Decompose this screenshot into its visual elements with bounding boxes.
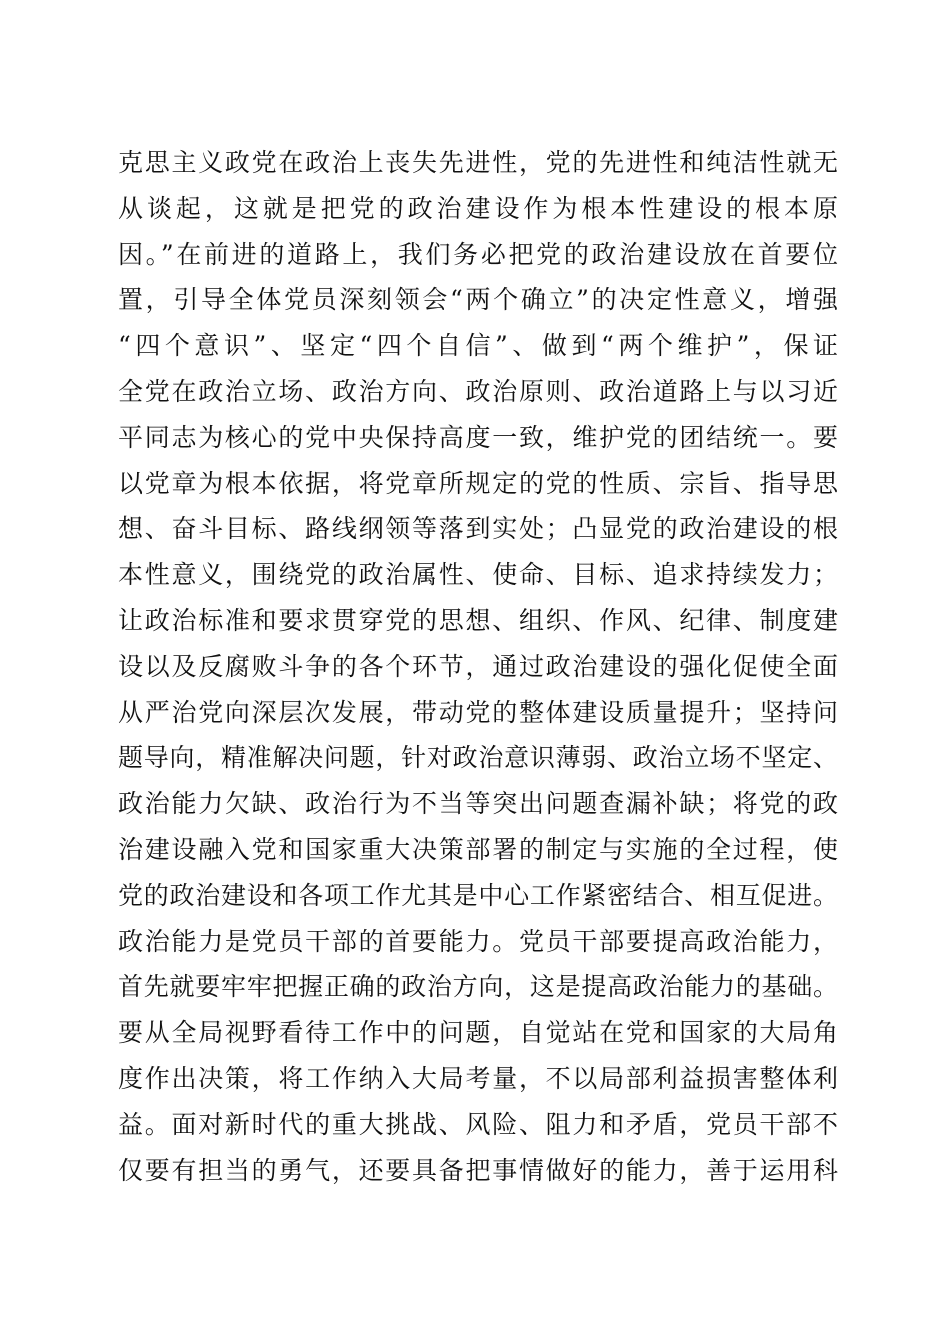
body-text xyxy=(118,140,838,1193)
text-line: 党的政治建设和各项工作尤其是中心工作紧密结合、相互促进。 xyxy=(118,880,838,910)
text-line: 全党在政治立场、政治方向、政治原则、政治道路上与以习近 xyxy=(118,376,838,406)
text-line: “四个意识”、坚定“四个自信”、做到“两个维护”，保证 xyxy=(118,331,838,361)
text-line: 让政治标准和要求贯穿党的思想、组织、作风、纪律、制度建 xyxy=(118,605,838,635)
text-line: 度作出决策，将工作纳入大局考量，不以局部利益损害整体利 xyxy=(118,1063,838,1093)
text-line: 仅要有担当的勇气，还要具备把事情做好的能力，善于运用科 xyxy=(118,1155,838,1185)
text-line: 从严治党向深层次发展，带动党的整体建设质量提升；坚持问 xyxy=(118,697,838,727)
text-line: 益。面对新时代的重大挑战、风险、阻力和矛盾，党员干部不 xyxy=(118,1109,838,1139)
text-line: 以党章为根本依据，将党章所规定的党的性质、宗旨、指导思 xyxy=(118,468,838,498)
text-line: 题导向，精准解决问题，针对政治意识薄弱、政治立场不坚定、 xyxy=(118,743,838,773)
text-line: 平同志为核心的党中央保持高度一致，维护党的团结统一。要 xyxy=(118,422,838,452)
text-line: 治建设融入党和国家重大决策部署的制定与实施的全过程，使 xyxy=(118,834,838,864)
text-line: 想、奋斗目标、路线纲领等落到实处；凸显党的政治建设的根 xyxy=(118,514,838,544)
text-line: 首先就要牢牢把握正确的政治方向，这是提高政治能力的基础。 xyxy=(118,972,838,1002)
text-line: 从谈起，这就是把党的政治建设作为根本性建设的根本原 xyxy=(118,193,838,223)
text-line: 设以及反腐败斗争的各个环节，通过政治建设的强化促使全面 xyxy=(118,651,838,681)
text-line: 政治能力是党员干部的首要能力。党员干部要提高政治能力， xyxy=(118,926,838,956)
text-line: 克思主义政党在政治上丧失先进性，党的先进性和纯洁性就无 xyxy=(118,148,838,177)
text-line: 政治能力欠缺、政治行为不当等突出问题查漏补缺；将党的政 xyxy=(118,789,838,819)
text-line: 本性意义，围绕党的政治属性、使命、目标、追求持续发力； xyxy=(118,560,838,590)
text-line: 因。”在前进的道路上，我们务必把党的政治建设放在首要位 xyxy=(118,239,838,269)
text-line: 要从全局视野看待工作中的问题，自觉站在党和国家的大局角 xyxy=(118,1018,838,1048)
text-line: 置，引导全体党员深刻领会“两个确立”的决定性意义，增强 xyxy=(118,285,838,315)
